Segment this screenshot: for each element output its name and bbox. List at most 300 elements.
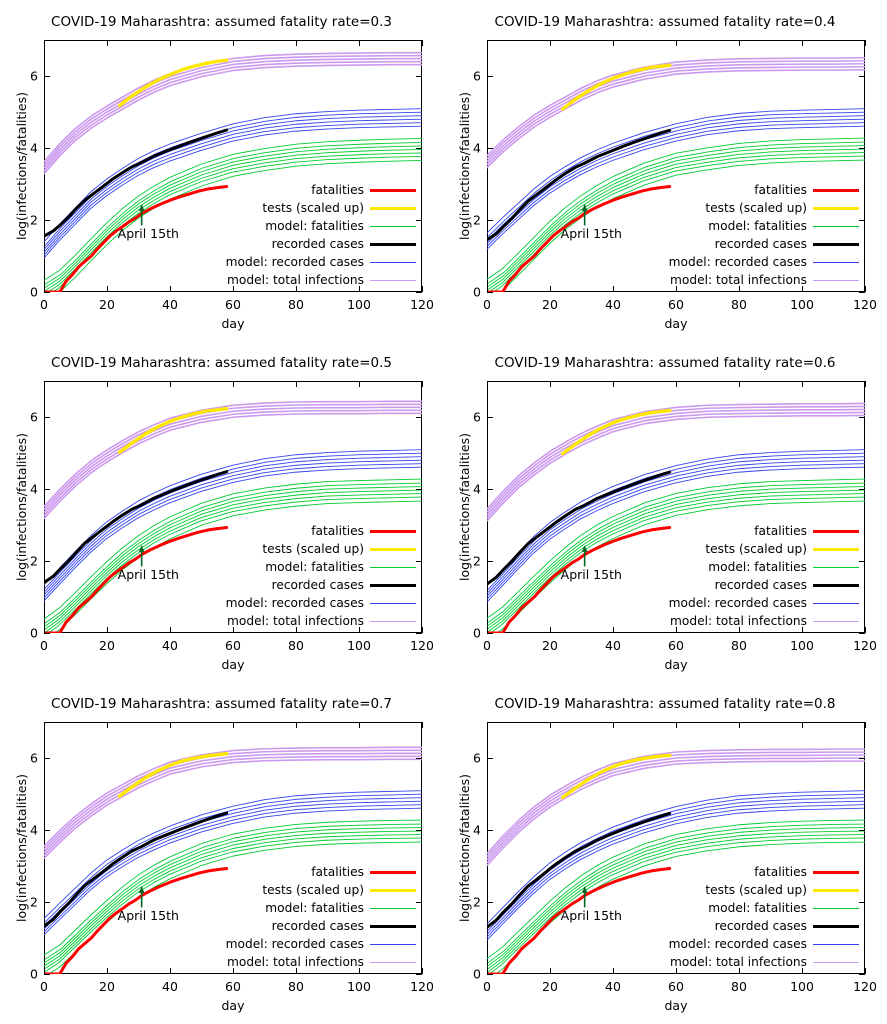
annotation-label: April 15th — [560, 226, 622, 242]
legend-item — [198, 881, 416, 899]
y-tickmark-right — [416, 830, 422, 831]
chart-title: COVID-19 Maharashtra: assumed fatality rate=0.3 — [51, 14, 392, 30]
x-tick-label: 40 — [162, 979, 178, 994]
legend-swatch — [813, 584, 859, 587]
x-tickmark-top — [107, 722, 108, 728]
legend-item — [641, 199, 859, 217]
x-tickmark-top — [422, 381, 423, 387]
x-tick-label: 20 — [542, 297, 558, 312]
chart-legend — [641, 863, 859, 971]
y-axis-label: log(infections/fatalities) — [14, 774, 29, 922]
x-tickmark — [170, 627, 171, 633]
x-tick-label: 20 — [542, 979, 558, 994]
x-tickmark-top — [802, 40, 803, 46]
x-tickmark-top — [613, 722, 614, 728]
x-tickmark-top — [170, 40, 171, 46]
legend-item — [198, 522, 416, 540]
x-tick-label: 60 — [225, 297, 241, 312]
y-tickmark-right — [859, 148, 865, 149]
legend-swatch — [370, 889, 416, 892]
x-tickmark — [865, 627, 866, 633]
legend-swatch — [813, 548, 859, 551]
chart-legend — [198, 181, 416, 289]
chart-panel-3 — [0, 341, 443, 682]
legend-swatch — [370, 962, 416, 963]
y-tick-label: 4 — [473, 140, 481, 156]
series-line-model-total-infections — [487, 406, 865, 511]
legend-swatch — [813, 243, 859, 246]
x-axis-label: day — [664, 316, 688, 331]
y-tick-label: 0 — [30, 625, 38, 641]
x-tick-label: 60 — [225, 638, 241, 653]
x-tick-label: 100 — [347, 297, 371, 312]
x-tick-label: 120 — [853, 979, 877, 994]
legend-item — [198, 181, 416, 199]
x-tickmark-top — [865, 722, 866, 728]
y-tickmark — [487, 758, 493, 759]
x-tickmark-top — [487, 722, 488, 728]
plot-area — [30, 381, 434, 653]
legend-swatch — [813, 226, 859, 227]
legend-label: recorded cases — [714, 919, 807, 933]
y-tick-label: 6 — [473, 68, 481, 84]
x-tick-label: 0 — [483, 979, 491, 994]
y-axis-label: log(infections/fatalities) — [14, 92, 29, 240]
legend-item — [641, 235, 859, 253]
chart-legend — [641, 522, 859, 630]
x-tickmark — [613, 627, 614, 633]
x-tick-label: 60 — [668, 297, 684, 312]
y-tickmark — [487, 292, 493, 293]
plot-area — [473, 381, 877, 653]
legend-item — [641, 217, 859, 235]
legend-item — [198, 540, 416, 558]
legend-swatch — [813, 944, 859, 945]
legend-swatch — [813, 908, 859, 909]
chart-legend — [641, 181, 859, 289]
chart-panel-1 — [0, 0, 443, 341]
chart-panel-5 — [0, 682, 443, 1024]
legend-label: model: recorded cases — [668, 596, 807, 610]
x-tickmark-top — [359, 722, 360, 728]
legend-label: model: fatalities — [708, 560, 807, 574]
y-tick-label: 2 — [30, 212, 38, 228]
legend-label: model: recorded cases — [668, 937, 807, 951]
plot-area — [30, 40, 434, 312]
x-tick-label: 100 — [790, 979, 814, 994]
x-tickmark — [550, 286, 551, 292]
y-tickmark-right — [416, 633, 422, 634]
annotation-label: April 15th — [117, 567, 179, 583]
legend-swatch — [813, 262, 859, 263]
plot-area — [30, 722, 434, 994]
x-tick-label: 100 — [347, 638, 371, 653]
y-tickmark — [44, 633, 50, 634]
y-tickmark-right — [859, 76, 865, 77]
chart-title: COVID-19 Maharashtra: assumed fatality rate=0.8 — [494, 696, 836, 712]
legend-swatch — [370, 262, 416, 263]
legend-swatch — [370, 944, 416, 945]
y-tick-label: 0 — [473, 625, 481, 641]
y-tickmark-right — [859, 974, 865, 975]
legend-swatch — [370, 548, 416, 551]
legend-swatch — [370, 207, 416, 210]
annotation-label: April 15th — [560, 567, 622, 583]
legend-item — [641, 181, 859, 199]
legend-label: tests (scaled up) — [705, 542, 807, 556]
x-tick-label: 120 — [410, 638, 434, 653]
legend-item — [198, 576, 416, 594]
y-tickmark — [44, 902, 50, 903]
x-tick-label: 80 — [731, 638, 747, 653]
legend-label: model: fatalities — [265, 219, 364, 233]
legend-swatch — [813, 280, 859, 281]
x-tickmark-top — [613, 40, 614, 46]
chart-legend — [198, 522, 416, 630]
legend-label: tests (scaled up) — [705, 883, 807, 897]
x-tickmark-top — [676, 381, 677, 387]
plot-area — [473, 722, 877, 994]
legend-item — [641, 917, 859, 935]
y-tickmark — [44, 561, 50, 562]
x-tick-label: 20 — [542, 638, 558, 653]
x-tick-label: 80 — [288, 638, 304, 653]
legend-label: model: total infections — [227, 273, 364, 287]
legend-item — [198, 235, 416, 253]
y-tickmark-right — [859, 292, 865, 293]
x-tickmark-top — [802, 381, 803, 387]
legend-label: model: recorded cases — [225, 596, 364, 610]
x-tickmark — [865, 968, 866, 974]
y-tick-label: 4 — [30, 140, 38, 156]
y-tickmark-right — [416, 974, 422, 975]
x-tick-label: 120 — [410, 297, 434, 312]
y-tickmark-right — [859, 758, 865, 759]
legend-swatch — [370, 603, 416, 604]
x-tick-label: 120 — [853, 297, 877, 312]
y-tickmark-right — [859, 489, 865, 490]
legend-item — [641, 540, 859, 558]
y-tick-label: 2 — [30, 894, 38, 910]
x-tickmark-top — [296, 40, 297, 46]
x-tick-label: 120 — [853, 638, 877, 653]
legend-item — [198, 935, 416, 953]
y-tickmark — [44, 148, 50, 149]
legend-swatch — [370, 567, 416, 568]
x-axis-label: day — [221, 998, 245, 1013]
chart-title: COVID-19 Maharashtra: assumed fatality rate=0.7 — [51, 696, 392, 712]
legend-item — [641, 935, 859, 953]
legend-label: model: total infections — [670, 614, 807, 628]
y-tick-label: 2 — [473, 212, 481, 228]
y-tickmark — [44, 292, 50, 293]
y-tickmark — [487, 830, 493, 831]
y-tickmark — [44, 220, 50, 221]
legend-item — [641, 558, 859, 576]
legend-label: recorded cases — [714, 237, 807, 251]
chart-legend — [198, 863, 416, 971]
y-tickmark-right — [859, 417, 865, 418]
x-tickmark — [613, 968, 614, 974]
chart-title: COVID-19 Maharashtra: assumed fatality rate=0.4 — [494, 14, 836, 30]
x-tickmark-top — [550, 40, 551, 46]
legend-item — [198, 217, 416, 235]
legend-swatch — [370, 243, 416, 246]
legend-item — [198, 612, 416, 630]
y-tick-label: 4 — [30, 822, 38, 838]
series-line-model-total-infections — [44, 53, 422, 162]
legend-label: tests (scaled up) — [262, 201, 364, 215]
x-tickmark-top — [865, 40, 866, 46]
legend-swatch — [370, 584, 416, 587]
series-line-model-total-infections — [487, 755, 865, 859]
y-tickmark — [44, 974, 50, 975]
x-tick-label: 40 — [162, 297, 178, 312]
x-tickmark-top — [676, 722, 677, 728]
legend-swatch — [370, 280, 416, 281]
x-tick-label: 80 — [288, 979, 304, 994]
y-tickmark — [44, 830, 50, 831]
y-tickmark-right — [416, 417, 422, 418]
series-line-model-total-infections — [44, 407, 422, 512]
legend-swatch — [813, 889, 859, 892]
x-tickmark-top — [802, 722, 803, 728]
y-tickmark — [487, 220, 493, 221]
x-tick-label: 40 — [605, 297, 621, 312]
y-tickmark — [44, 417, 50, 418]
x-tick-label: 0 — [40, 297, 48, 312]
y-tickmark-right — [416, 489, 422, 490]
legend-item — [641, 881, 859, 899]
legend-label: model: total infections — [227, 955, 364, 969]
legend-swatch — [813, 621, 859, 622]
x-tickmark-top — [359, 381, 360, 387]
legend-item — [641, 594, 859, 612]
y-tickmark — [44, 758, 50, 759]
x-tickmark-top — [296, 722, 297, 728]
legend-label: model: fatalities — [708, 219, 807, 233]
x-axis-label: day — [664, 998, 688, 1013]
legend-label: model: total infections — [670, 273, 807, 287]
x-tick-label: 100 — [790, 638, 814, 653]
legend-item — [198, 594, 416, 612]
series-line-model-total-infections — [487, 752, 865, 856]
x-axis-label: day — [664, 657, 688, 672]
y-tickmark — [487, 902, 493, 903]
x-tickmark — [865, 286, 866, 292]
x-tickmark-top — [422, 722, 423, 728]
y-tick-label: 0 — [473, 966, 481, 982]
legend-label: recorded cases — [271, 919, 364, 933]
y-tickmark-right — [416, 76, 422, 77]
x-tickmark-top — [739, 40, 740, 46]
y-tick-label: 0 — [30, 966, 38, 982]
x-tick-label: 20 — [99, 638, 115, 653]
y-tickmark-right — [416, 902, 422, 903]
x-tick-label: 40 — [605, 979, 621, 994]
legend-item — [641, 863, 859, 881]
y-tickmark-right — [416, 758, 422, 759]
y-tickmark — [487, 489, 493, 490]
legend-label: model: fatalities — [265, 560, 364, 574]
y-axis-label: log(infections/fatalities) — [457, 92, 472, 240]
legend-label: fatalities — [754, 865, 807, 879]
x-tickmark — [613, 286, 614, 292]
x-tick-label: 100 — [347, 979, 371, 994]
y-tickmark-right — [416, 220, 422, 221]
legend-label: recorded cases — [714, 578, 807, 592]
legend-label: fatalities — [311, 524, 364, 538]
x-tickmark-top — [739, 381, 740, 387]
legend-swatch — [370, 189, 416, 192]
legend-item — [198, 199, 416, 217]
y-tickmark — [487, 417, 493, 418]
legend-label: model: recorded cases — [225, 937, 364, 951]
chart-title: COVID-19 Maharashtra: assumed fatality rate=0.6 — [494, 355, 836, 371]
legend-item — [198, 917, 416, 935]
legend-swatch — [813, 530, 859, 533]
legend-item — [641, 522, 859, 540]
y-tickmark — [44, 76, 50, 77]
y-tickmark-right — [416, 561, 422, 562]
y-tickmark-right — [859, 220, 865, 221]
y-tickmark — [44, 489, 50, 490]
x-tickmark-top — [422, 40, 423, 46]
annotation-arrowhead — [139, 205, 145, 211]
legend-swatch — [813, 871, 859, 874]
x-tickmark-top — [44, 381, 45, 387]
y-tick-label: 6 — [30, 750, 38, 766]
y-tickmark-right — [416, 148, 422, 149]
legend-item — [641, 271, 859, 289]
legend-item — [198, 953, 416, 971]
x-tick-label: 0 — [40, 979, 48, 994]
legend-swatch — [370, 871, 416, 874]
y-tickmark — [487, 148, 493, 149]
x-tickmark — [170, 286, 171, 292]
legend-swatch — [813, 189, 859, 192]
x-tick-label: 60 — [225, 979, 241, 994]
legend-item — [641, 576, 859, 594]
x-tick-label: 0 — [483, 297, 491, 312]
series-line-model-total-infections — [44, 410, 422, 515]
chart-panel-6 — [443, 682, 887, 1024]
x-tick-label: 40 — [162, 638, 178, 653]
y-tickmark — [487, 76, 493, 77]
x-tick-label: 0 — [40, 638, 48, 653]
legend-item — [641, 253, 859, 271]
legend-label: fatalities — [311, 865, 364, 879]
y-tick-label: 2 — [473, 553, 481, 569]
chart-panel-4 — [443, 341, 887, 682]
legend-label: model: fatalities — [265, 901, 364, 915]
y-axis-label: log(infections/fatalities) — [14, 433, 29, 581]
plot-area — [473, 40, 877, 312]
x-tickmark — [107, 286, 108, 292]
legend-label: tests (scaled up) — [262, 542, 364, 556]
legend-label: model: recorded cases — [668, 255, 807, 269]
legend-swatch — [813, 207, 859, 210]
x-tick-label: 60 — [668, 979, 684, 994]
x-tick-label: 80 — [731, 979, 747, 994]
y-tick-label: 6 — [473, 409, 481, 425]
x-tick-label: 80 — [731, 297, 747, 312]
legend-label: model: total infections — [227, 614, 364, 628]
y-tickmark-right — [859, 902, 865, 903]
legend-swatch — [370, 621, 416, 622]
x-tickmark-top — [613, 381, 614, 387]
legend-item — [198, 271, 416, 289]
x-tick-label: 0 — [483, 638, 491, 653]
legend-label: model: recorded cases — [225, 255, 364, 269]
x-tickmark — [550, 968, 551, 974]
legend-label: fatalities — [311, 183, 364, 197]
y-tickmark-right — [859, 633, 865, 634]
legend-label: fatalities — [754, 183, 807, 197]
y-tickmark-right — [859, 561, 865, 562]
legend-item — [198, 899, 416, 917]
legend-swatch — [370, 908, 416, 909]
x-tickmark-top — [487, 381, 488, 387]
y-tickmark — [487, 561, 493, 562]
legend-label: tests (scaled up) — [262, 883, 364, 897]
x-tick-label: 120 — [410, 979, 434, 994]
x-tickmark — [550, 627, 551, 633]
legend-label: fatalities — [754, 524, 807, 538]
x-tickmark-top — [865, 381, 866, 387]
legend-swatch — [370, 925, 416, 928]
x-tickmark-top — [676, 40, 677, 46]
legend-item — [641, 612, 859, 630]
legend-label: model: total infections — [670, 955, 807, 969]
x-tickmark — [422, 627, 423, 633]
x-axis-label: day — [221, 657, 245, 672]
y-axis-label: log(infections/fatalities) — [457, 433, 472, 581]
x-axis-label: day — [221, 316, 245, 331]
legend-label: tests (scaled up) — [705, 201, 807, 215]
y-tick-label: 2 — [30, 553, 38, 569]
legend-item — [198, 558, 416, 576]
legend-swatch — [370, 530, 416, 533]
x-tickmark-top — [296, 381, 297, 387]
chart-panel-2 — [443, 0, 887, 341]
x-tickmark-top — [44, 722, 45, 728]
legend-label: recorded cases — [271, 578, 364, 592]
series-line-model-total-infections — [44, 759, 422, 858]
y-tick-label: 6 — [30, 68, 38, 84]
y-tick-label: 0 — [30, 284, 38, 300]
x-tickmark-top — [233, 40, 234, 46]
y-tick-label: 4 — [473, 822, 481, 838]
y-tick-label: 4 — [473, 481, 481, 497]
legend-item — [641, 953, 859, 971]
x-tick-label: 20 — [99, 979, 115, 994]
legend-swatch — [813, 567, 859, 568]
x-tickmark — [107, 968, 108, 974]
legend-swatch — [813, 925, 859, 928]
x-tickmark-top — [170, 381, 171, 387]
legend-item — [641, 899, 859, 917]
x-tickmark-top — [170, 722, 171, 728]
legend-swatch — [813, 603, 859, 604]
y-tick-label: 6 — [30, 409, 38, 425]
series-line-model-total-infections — [487, 409, 865, 514]
x-tickmark-top — [550, 381, 551, 387]
legend-label: recorded cases — [271, 237, 364, 251]
y-tickmark — [487, 974, 493, 975]
x-tickmark-top — [550, 722, 551, 728]
x-tickmark-top — [107, 381, 108, 387]
